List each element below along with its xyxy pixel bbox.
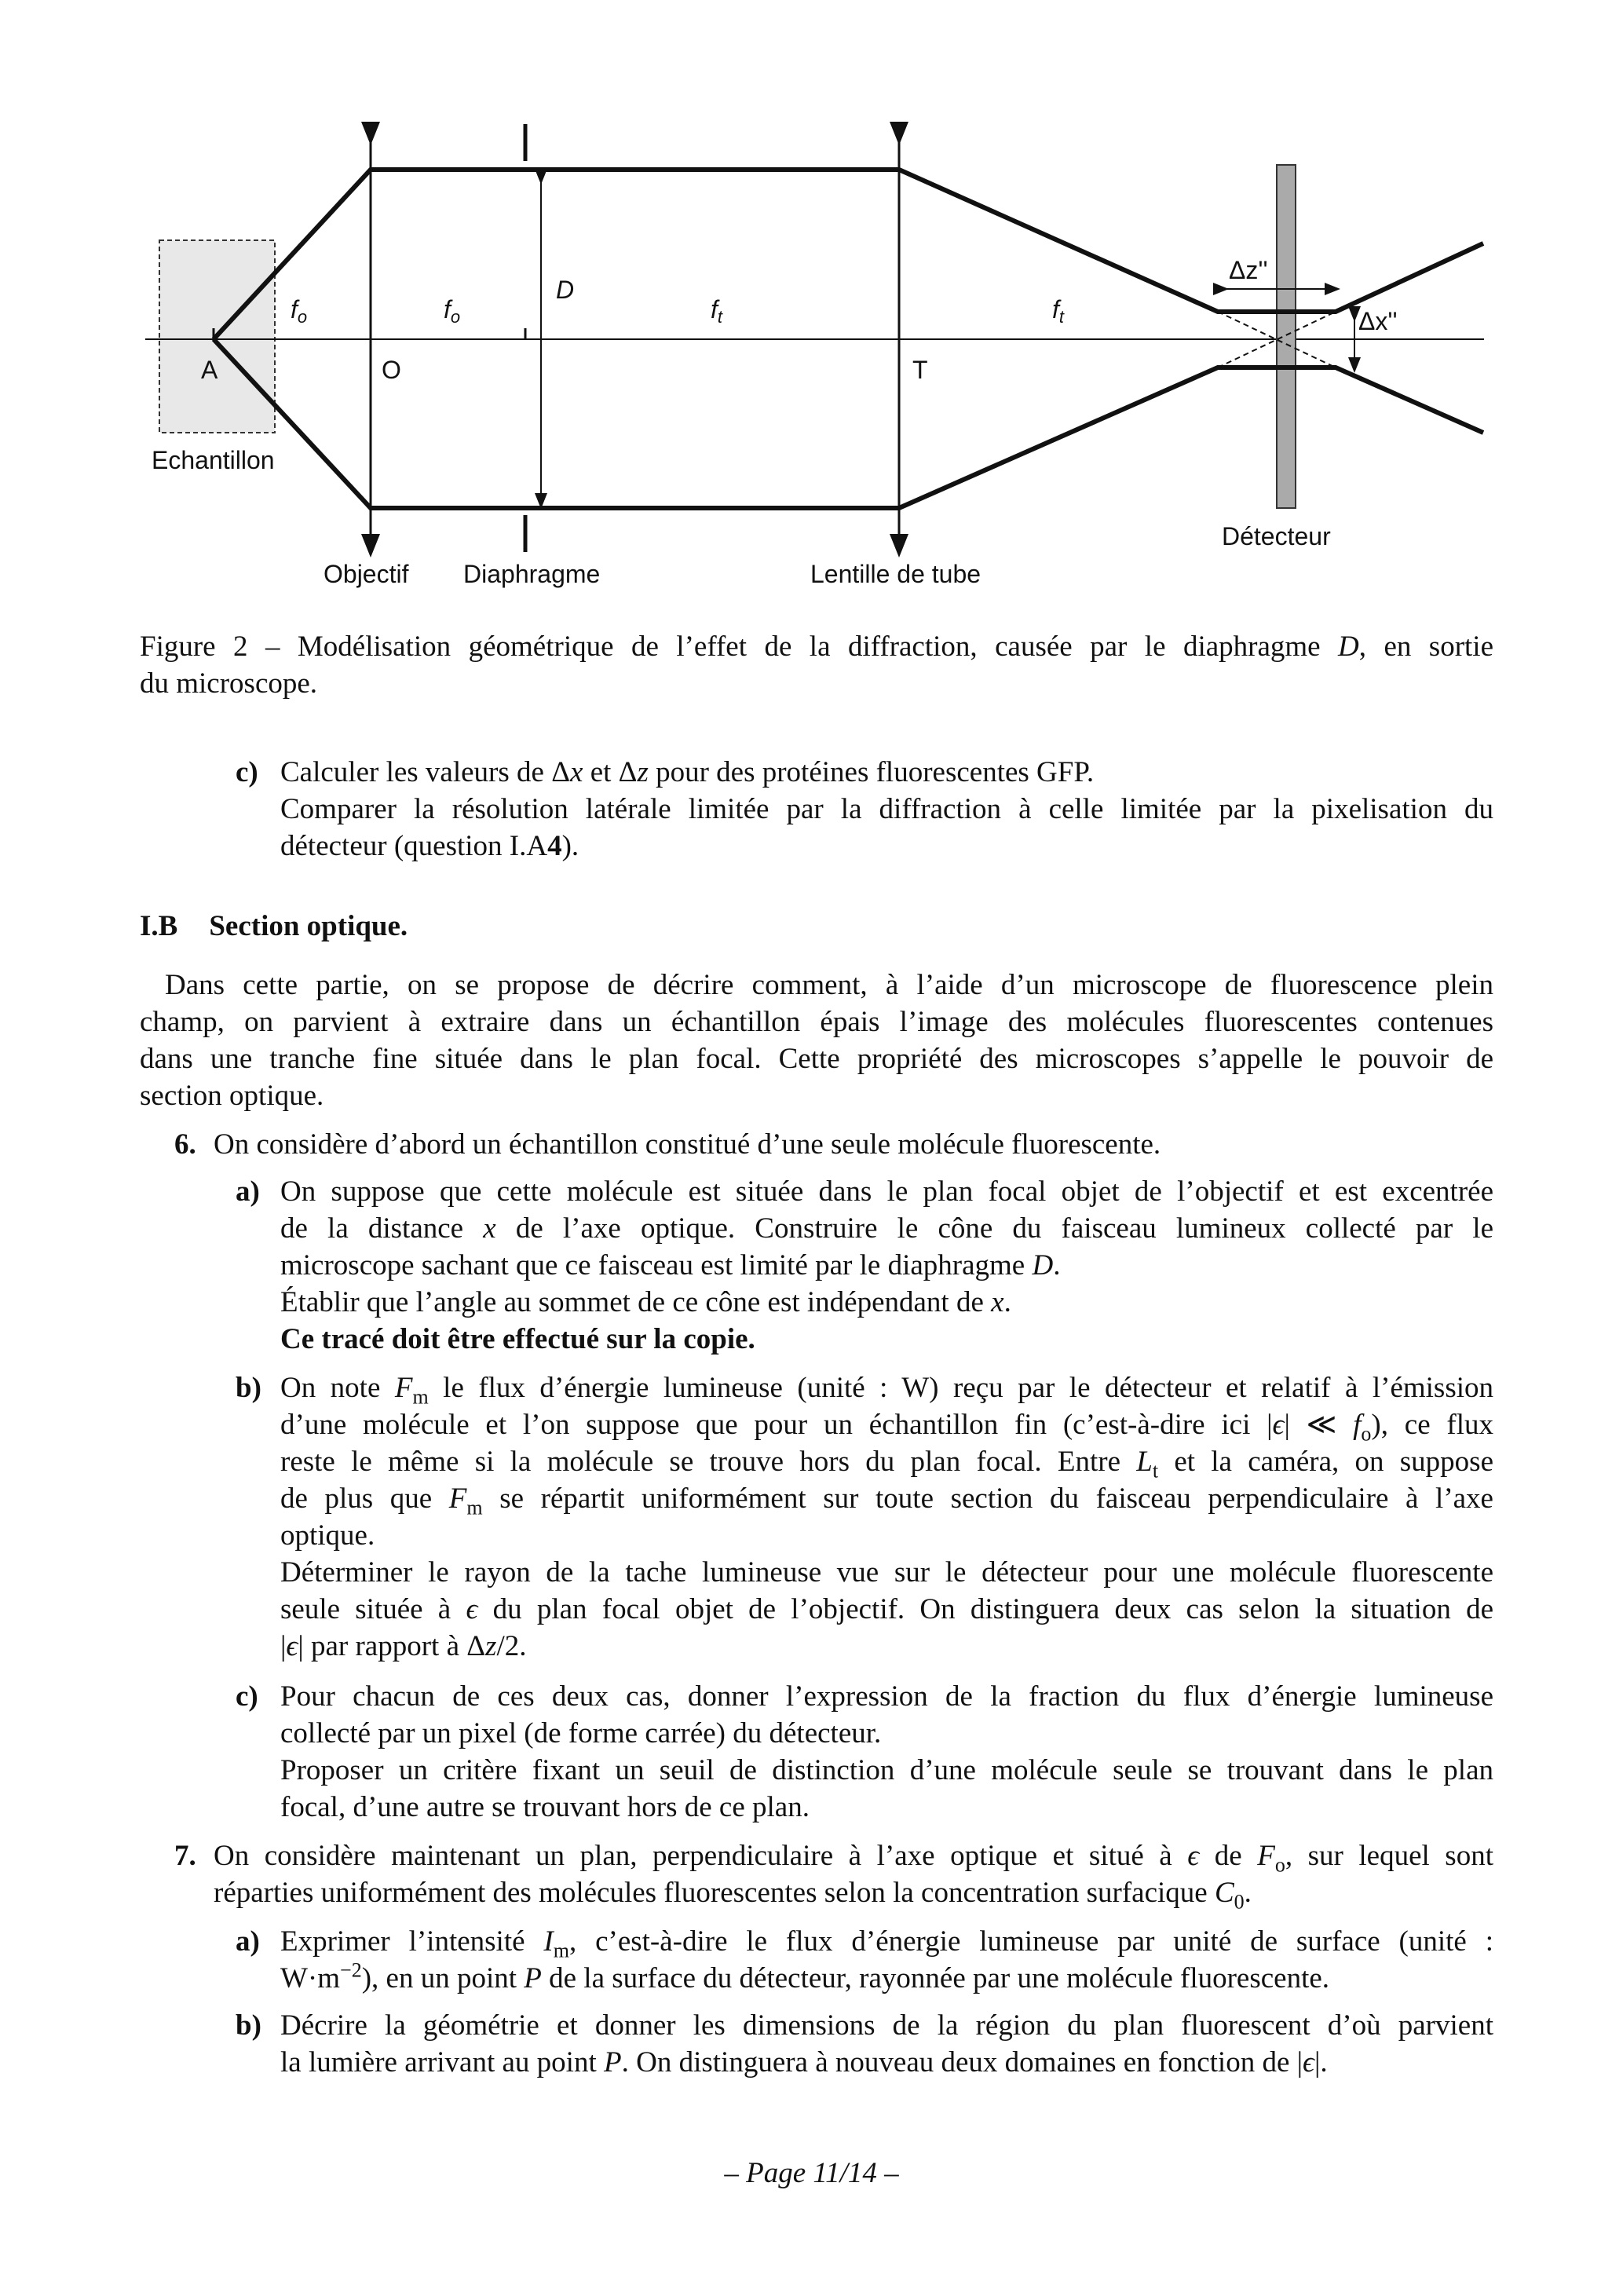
text-line <box>280 1173 1493 1210</box>
text-segment: m <box>553 1939 569 1962</box>
text-line <box>214 1126 1493 1163</box>
text-line <box>280 1789 1493 1826</box>
text-segment: , en sortie <box>1358 631 1494 663</box>
text-line <box>280 1369 1493 1409</box>
text-line <box>280 2044 1493 2081</box>
text-segment: /2. <box>496 1630 527 1662</box>
text-segment: d’une molécule et l’on suppose que pour un échantillon fin (c’est-à-dire ici | <box>280 1409 1273 1441</box>
question-label: b) <box>236 1372 261 1404</box>
text-segment: . On distinguera à nouveau deux domaines en fonction de | <box>621 2046 1303 2078</box>
text-segment: Calculer les valeurs de Δ <box>280 756 570 788</box>
text-segment: x <box>483 1212 496 1245</box>
text-segment: P <box>604 2046 622 2078</box>
text-segment: m <box>466 1496 483 1519</box>
text-segment: On suppose que cette molécule est située dans le plan focal objet de l’objectif et est excentrée <box>280 1175 1493 1208</box>
text-line <box>280 754 1493 791</box>
text-segment: 0 <box>1234 1890 1245 1914</box>
text-segment: de la distance <box>280 1212 484 1245</box>
text-segment: collecté par un pixel (de forme carrée) du détecteur. <box>280 1717 882 1749</box>
text-segment: réparties uniformément des molécules fluorescentes selon la concentration surfacique <box>214 1877 1215 1909</box>
text-segment: du plan focal objet de l’objectif. On distinguera deux cas selon la situation de <box>477 1593 1493 1625</box>
text-segment: ϵ <box>1303 2046 1314 2078</box>
text-segment: et la caméra, on suppose <box>1158 1446 1493 1478</box>
text-segment: z <box>485 1630 497 1662</box>
text-segment: optique. <box>280 1519 375 1552</box>
text-segment: −2 <box>340 1958 362 1982</box>
text-segment: seule située à <box>280 1593 466 1625</box>
text-segment: . <box>1053 1249 1061 1281</box>
text-line <box>280 1923 1493 1960</box>
text-line <box>280 1517 1493 1554</box>
text-segment: f <box>1353 1409 1362 1441</box>
text-segment: | par rapport à Δ <box>298 1630 486 1662</box>
text-segment: de l’axe optique. Construire le cône du faisceau lumineux collecté par le <box>495 1212 1493 1245</box>
text-segment: de la surface du détecteur, rayonnée par une molécule fluorescente. <box>541 1962 1330 1994</box>
text-segment: ), en un point <box>361 1962 525 1994</box>
text-segment: |. <box>1314 2046 1328 2078</box>
text-segment: On considère maintenant un plan, perpendiculaire à l’axe optique et situé à <box>214 1840 1188 1872</box>
text-line <box>280 1210 1493 1247</box>
text-line <box>280 1443 1493 1483</box>
text-segment: Pour chacun de ces deux cas, donner l’expression de la fraction du flux d’énergie lumineuse <box>280 1680 1493 1713</box>
section-title: Section optique. <box>209 910 408 942</box>
text-segment: ϵ <box>1187 1840 1200 1872</box>
text-segment: Exprimer l’intensité <box>280 1925 544 1958</box>
text-line <box>280 1752 1493 1789</box>
text-segment: ϵ <box>466 1593 478 1625</box>
label-diaphragme: Diaphragme <box>463 560 601 588</box>
label-ft-1: ft <box>711 295 723 327</box>
text-line <box>280 1554 1493 1591</box>
text-line <box>280 1247 1493 1284</box>
text-line <box>140 1077 1493 1114</box>
question-label: c) <box>236 756 258 788</box>
text-segment: x <box>991 1286 1004 1318</box>
text-segment: ϵ <box>1272 1409 1285 1441</box>
question-label: 6. <box>174 1128 196 1161</box>
text-segment: D <box>1032 1249 1054 1281</box>
text-segment: Figure 2 – Modélisation géométrique de l’effet de la diffraction, causée par le diaphragme <box>140 631 1339 663</box>
text-segment: section optique. <box>140 1080 324 1112</box>
label-objectif: Objectif <box>324 560 409 588</box>
label-dz: Δz'' <box>1229 256 1268 284</box>
text-line <box>280 1591 1493 1628</box>
text-segment: . <box>1003 1286 1011 1318</box>
text-segment: champ, on parvient à extraire dans un échantillon épais l’image des molécules fluorescentes contenues <box>140 1006 1493 1038</box>
text-segment: , c’est-à-dire le flux d’énergie lumineuse par unité de surface (unité : <box>568 1925 1493 1958</box>
text-segment: Déterminer le rayon de la tache lumineuse vue sur le détecteur pour une molécule fluorescente <box>280 1556 1493 1589</box>
label-D: D <box>556 276 575 304</box>
text-line <box>280 1284 1493 1321</box>
text-segment: P <box>524 1962 542 1994</box>
question-7a <box>236 1923 1493 1997</box>
text-segment: z <box>637 756 649 788</box>
text-segment: ϵ <box>286 1630 298 1662</box>
text-segment: . <box>1244 1877 1252 1909</box>
intro-paragraph <box>140 967 1493 1114</box>
text-segment: Comparer la résolution latérale limitée par la diffraction à celle limitée par la pixelisation du <box>280 793 1493 825</box>
question-label: 7. <box>174 1840 196 1872</box>
text-line <box>140 628 1493 665</box>
text-segment: Dans cette partie, on se propose de décrire comment, à l’aide d’un microscope de fluorescence plein <box>165 969 1493 1001</box>
text-line <box>214 1874 1493 1914</box>
question-6b <box>236 1369 1493 1665</box>
question-label: c) <box>236 1680 258 1713</box>
text-line <box>140 665 1493 702</box>
text-segment: x <box>570 756 583 788</box>
text-segment: Établir que l’angle au sommet de ce cône est indépendant de <box>280 1286 992 1318</box>
text-segment: o <box>1274 1853 1285 1877</box>
text-segment: | ≪ <box>1284 1409 1354 1441</box>
section-number: I.B <box>140 910 178 942</box>
text-segment: On note <box>280 1372 395 1404</box>
detector-plate <box>1277 165 1296 508</box>
question-label: a) <box>236 1925 260 1958</box>
label-dx: Δx'' <box>1358 307 1398 335</box>
text-segment: se répartit uniformément sur toute section du faisceau perpendiculaire à l’axe <box>482 1483 1493 1515</box>
text-line <box>140 1040 1493 1077</box>
text-line <box>140 1004 1493 1040</box>
text-segment: dans une tranche fine située dans le plan focal. Cette propriété des microscopes s’appelle le pouvoir de <box>140 1043 1493 1075</box>
label-ft-2: ft <box>1052 295 1065 327</box>
text-segment: la lumière arrivant au point <box>280 2046 604 2078</box>
text-line <box>280 1715 1493 1752</box>
question-c <box>236 754 1493 865</box>
question-7b <box>236 2007 1493 2081</box>
question-7 <box>174 1837 1493 1914</box>
label-T: T <box>912 356 928 384</box>
text-segment: D <box>1338 631 1359 663</box>
text-segment: F <box>448 1483 467 1515</box>
text-segment: F <box>1257 1840 1275 1872</box>
text-line <box>280 1480 1493 1517</box>
question-label: a) <box>236 1175 260 1208</box>
text-segment: le flux d’énergie lumineuse (unité : W) reçu par le détecteur et relatif à l’émission <box>428 1372 1493 1404</box>
text-segment: microscope sachant que ce faisceau est limité par le diaphragme <box>280 1249 1033 1281</box>
text-segment: , sur lequel sont <box>1285 1840 1493 1872</box>
text-line <box>280 791 1493 828</box>
label-fo-2: fo <box>444 295 461 327</box>
text-line <box>280 828 1493 865</box>
figure-caption <box>140 628 1493 702</box>
text-segment: C <box>1214 1877 1234 1909</box>
text-segment: détecteur (question I.A <box>280 830 548 862</box>
text-segment: t <box>1152 1459 1159 1483</box>
text-segment: focal, d’une autre se trouvant hors de ce plan. <box>280 1791 810 1823</box>
text-segment: L <box>1136 1446 1153 1478</box>
label-O: O <box>382 356 401 384</box>
text-segment: du microscope. <box>140 667 318 700</box>
text-line <box>280 1321 1493 1358</box>
question-6c <box>236 1678 1493 1826</box>
label-detecteur: Détecteur <box>1222 522 1331 550</box>
text-segment: ), ce flux <box>1371 1409 1493 1441</box>
text-segment: Proposer un critère fixant un seuil de distinction d’une molécule seule se trouvant dans le plan <box>280 1754 1493 1786</box>
text-segment: Ce tracé doit être effectué sur la copie. <box>280 1323 755 1355</box>
text-segment: reste le même si la molécule se trouve hors du plan focal. Entre <box>280 1446 1137 1478</box>
question-label: b) <box>236 2009 261 2042</box>
question-6a <box>236 1173 1493 1358</box>
text-segment: ). <box>561 830 579 862</box>
text-line <box>140 967 1493 1004</box>
figure-2-diagram <box>0 0 1623 612</box>
text-segment: de plus que <box>280 1483 449 1515</box>
section-heading <box>140 909 408 943</box>
text-segment: | <box>280 1630 287 1662</box>
text-line <box>280 1628 1493 1665</box>
label-echantillon: Echantillon <box>152 446 275 474</box>
text-segment: o <box>1361 1422 1372 1446</box>
text-segment: de <box>1199 1840 1258 1872</box>
text-segment: Décrire la géométrie et donner les dimensions de la région du plan fluorescent d’où parvient <box>280 2009 1493 2042</box>
label-fo-1: fo <box>291 295 308 327</box>
page-footer: – Page 11/14 – <box>724 2157 899 2189</box>
text-segment: On considère d’abord un échantillon constitué d’une seule molécule fluorescente. <box>214 1128 1161 1161</box>
text-segment: et Δ <box>583 756 638 788</box>
text-line <box>280 1960 1493 1997</box>
text-segment: W·m <box>280 1962 341 1994</box>
text-line <box>280 1406 1493 1446</box>
text-segment: F <box>394 1372 413 1404</box>
text-segment: 4 <box>547 830 562 862</box>
text-segment: m <box>412 1385 429 1409</box>
text-segment: I <box>543 1925 554 1958</box>
text-segment: pour des protéines fluorescentes GFP. <box>648 756 1095 788</box>
text-line <box>280 1678 1493 1715</box>
text-line <box>280 2007 1493 2044</box>
text-line <box>214 1837 1493 1877</box>
label-lentille: Lentille de tube <box>810 560 981 588</box>
question-6 <box>174 1126 1493 1163</box>
label-A: A <box>201 356 218 384</box>
